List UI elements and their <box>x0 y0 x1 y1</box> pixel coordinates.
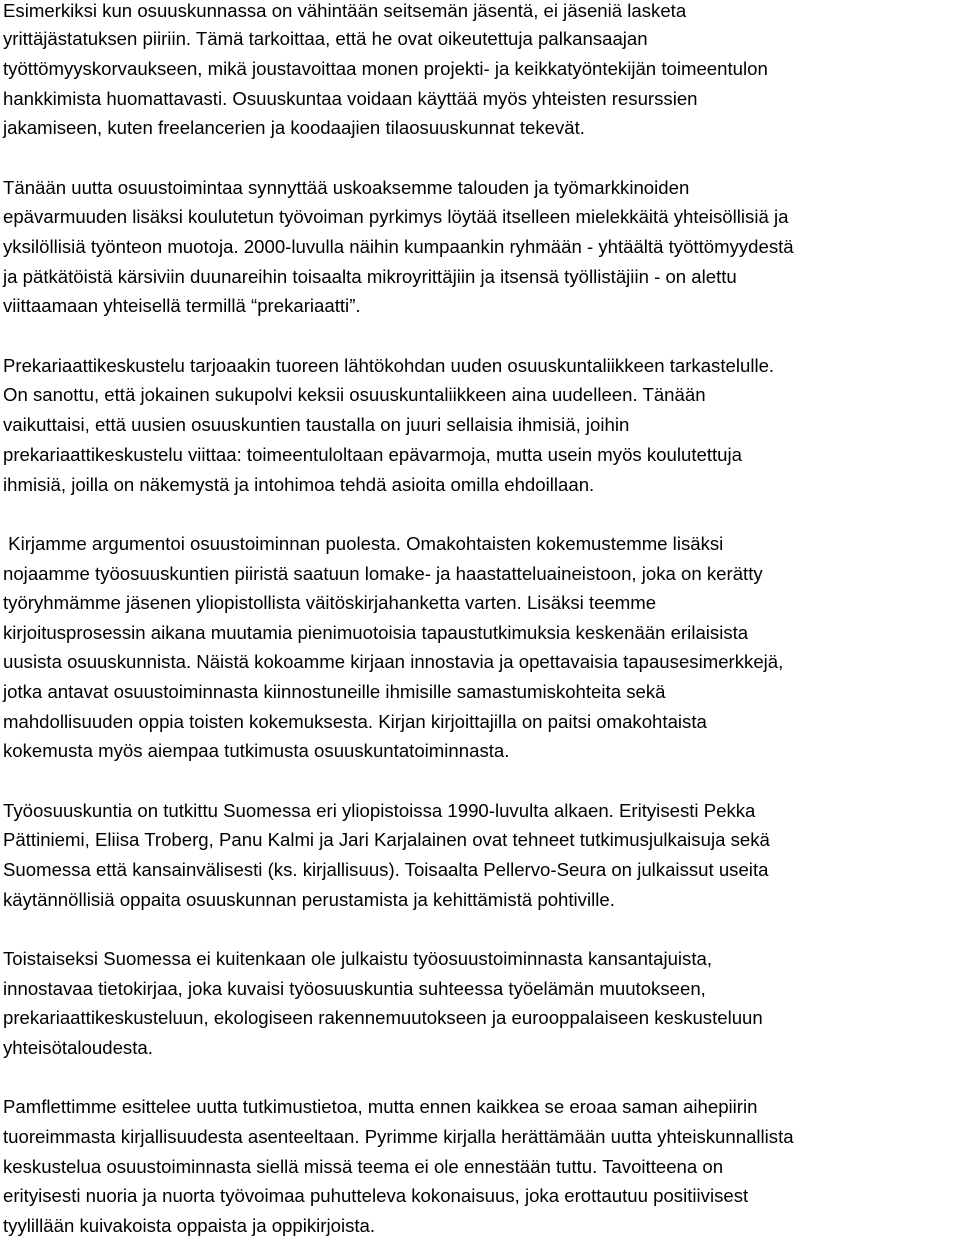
text-line: tuoreimmasta kirjallisuudesta asenteeltaan. Pyrimme kirjalla herättämään uutta yhteiskunnallista <box>3 1126 794 1147</box>
text-line: erityisesti nuoria ja nuorta työvoimaa puhutteleva kokonaisuus, joka erottautuu positiivisest <box>3 1185 749 1206</box>
text-line: Pamflettimme esittelee uutta tutkimustietoa, mutta ennen kaikkea se eroaa saman aihepiirin <box>3 1096 758 1117</box>
text-line: uusista osuuskunnista. Näistä kokoamme kirjaan innostavia ja opettavaisia tapausesimerkkejä, <box>3 651 784 672</box>
text-line: Pättiniemi, Eliisa Troberg, Panu Kalmi ja Jari Karjalainen ovat tehneet tutkimusjulkaisuja sekä <box>3 829 770 850</box>
text-line: hankkimista huomattavasti. Osuuskuntaa voidaan käyttää myös yhteisten resurssien <box>3 88 698 109</box>
text-line: työryhmämme jäsenen yliopistollista väitöskirjahanketta varten. Lisäksi teemme <box>3 592 657 613</box>
text-line: kokemusta myös aiempaa tutkimusta osuuskuntatoiminnasta. <box>3 740 510 761</box>
text-line: viittaamaan yhteisellä termillä “prekariaatti”. <box>3 295 361 316</box>
text-line: jakamiseen, kuten freelancerien ja koodaajien tilaosuuskunnat tekevät. <box>3 117 585 138</box>
text-line: Esimerkiksi kun osuuskunnassa on vähintään seitsemän jäsentä, ei jäseniä lasketa <box>3 0 687 21</box>
text-line: työttömyyskorvaukseen, mikä joustavoittaa monen projekti- ja keikkatyöntekijän toimeentulon <box>3 58 768 79</box>
text-line: yksilöllisiä työnteon muotoja. 2000-luvulla näihin kumpaankin ryhmään - yhtäältä työttömyydestä <box>3 236 794 257</box>
text-line: Työosuuskuntia on tutkittu Suomessa eri yliopistoissa 1990-luvulta alkaen. Erityisesti Pekka <box>3 800 756 821</box>
text-line: mahdollisuuden oppia toisten kokemuksesta. Kirjan kirjoittajilla on paitsi omakohtaista <box>3 711 707 732</box>
text-line: nojaamme työosuuskuntien piiristä saatuun lomake- ja haastatteluaineistoon, joka on kerätty <box>3 563 763 584</box>
text-line: käytännöllisiä oppaita osuuskunnan perustamista ja kehittämistä pohtiville. <box>3 889 615 910</box>
text-line: Toistaiseksi Suomessa ei kuitenkaan ole julkaistu työosuustoiminnasta kansantajuista, <box>3 948 713 969</box>
text-line: keskustelua osuustoiminnasta siellä missä teema ei ole ennestään tuttu. Tavoitteena on <box>3 1156 724 1177</box>
text-line: jotka antavat osuustoiminnasta kiinnostuneille ihmisille samastumiskohteita sekä <box>3 681 666 702</box>
text-line: prekariaattikeskusteluun, ekologiseen rakennemuutokseen ja eurooppalaiseen keskusteluun <box>3 1007 763 1028</box>
text-line: Prekariaattikeskustelu tarjoaakin tuoreen lähtökohdan uuden osuuskuntaliikkeen tarkastelulle. <box>3 355 775 376</box>
text-line: ihmisiä, joilla on näkemystä ja intohimoa tehdä asioita omilla ehdoillaan. <box>3 474 595 495</box>
text-line: epävarmuuden lisäksi koulutetun työvoiman pyrkimys löytää itselleen mielekkäitä yhteisöllisiä ja <box>3 206 789 227</box>
text-line: kirjoitusprosessin aikana muutamia pienimuotoisia tapaustutkimuksia keskenään erilaisista <box>3 622 749 643</box>
text-line: innostavaa tietokirjaa, joka kuvaisi työosuuskuntia suhteessa työelämän muutokseen, <box>3 978 706 999</box>
text-line: tyylillään kuivakoista oppaista ja oppikirjoista. <box>3 1215 376 1236</box>
text-line: On sanottu, että jokainen sukupolvi keksii osuuskuntaliikkeen aina uudelleen. Tänään <box>3 384 706 405</box>
text-line: yrittäjästatuksen piiriin. Tämä tarkoittaa, että he ovat oikeutettuja palkansaajan <box>3 28 648 49</box>
text-line: Suomessa että kansainvälisesti (ks. kirjallisuus). Toisaalta Pellervo-Seura on julkaissut useita <box>3 859 769 880</box>
text-line: ja pätkätöistä kärsiviin duunareihin toisaalta mikroyrittäjiin ja itsensä työllistäjiin - on alettu <box>3 266 737 287</box>
text-line: vaikuttaisi, että uusien osuuskuntien taustalla on juuri sellaisia ihmisiä, joihin <box>3 414 630 435</box>
text-line: prekariaattikeskustelu viittaa: toimeentuloltaan epävarmoja, mutta usein myös koulutettuja <box>3 444 742 465</box>
text-line: yhteisötaloudesta. <box>3 1037 153 1058</box>
text-line: Tänään uutta osuustoimintaa synnyttää uskoaksemme talouden ja työmarkkinoiden <box>3 177 690 198</box>
text-line: Kirjamme argumentoi osuustoiminnan puolesta. Omakohtaisten kokemustemme lisäksi <box>3 533 724 554</box>
